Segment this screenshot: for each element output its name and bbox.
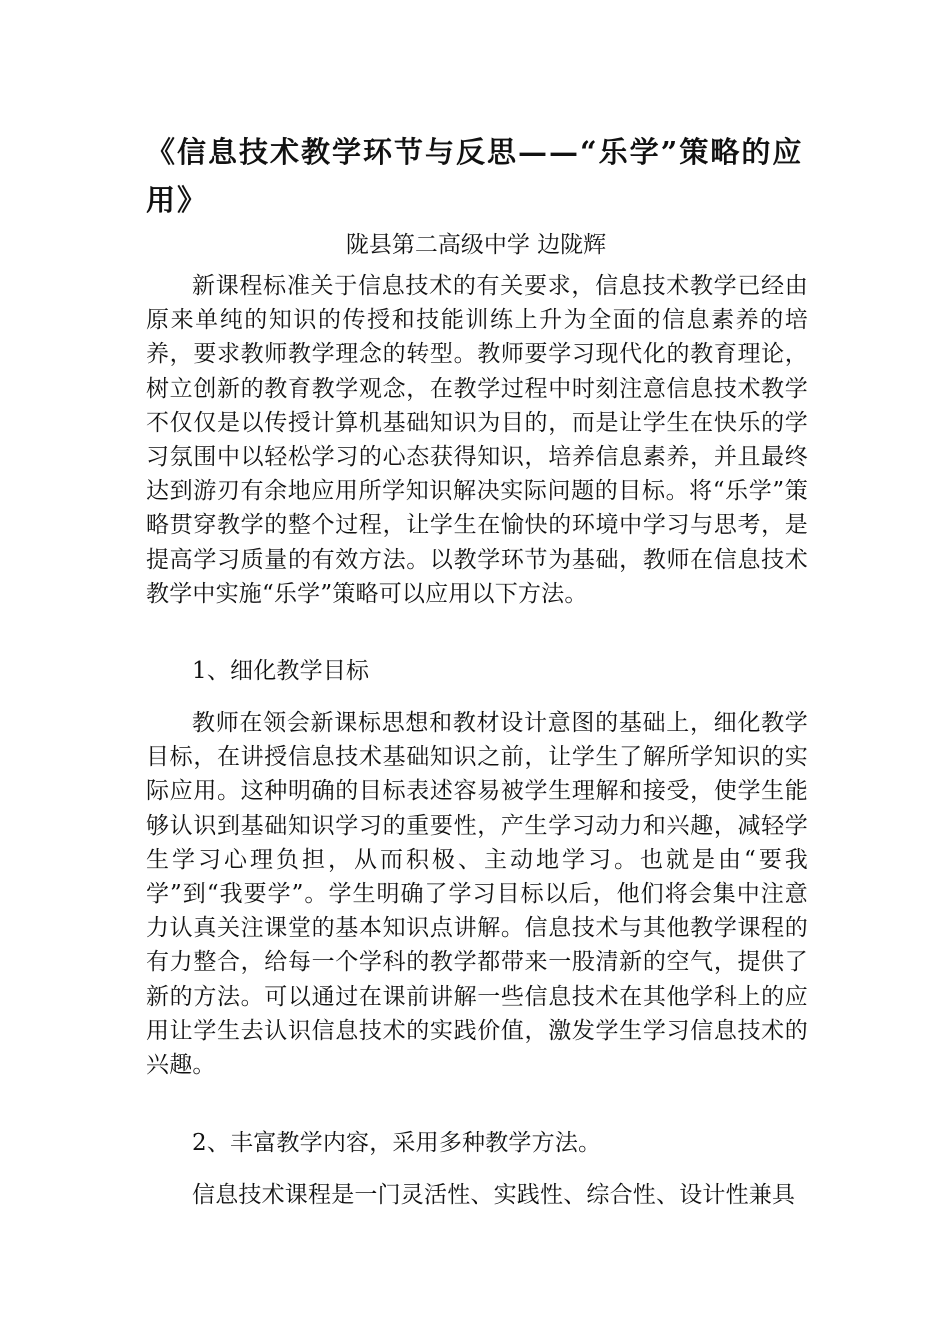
author-line: 陇县第二高级中学 边陇辉 (345, 232, 607, 258)
section-heading-1: 1、细化教学目标 (192, 658, 370, 684)
section-heading-2: 2、丰富教学内容，采用多种教学方法。 (192, 1130, 602, 1156)
section-body-2: 信息技术课程是一门灵活性、实践性、综合性、设计性兼具 (192, 1182, 796, 1208)
section-body-1: 教师在领会新课标思想和教材设计意图的基础上，细化教学目标，在讲授信息技术基础知识之前，让学生了解所学知识的实际应用。这种明确的目标表述容易被学生理解和接受，使学生能够认识到基础知识学习的重要性，产生学习动力和兴趣，减轻学生学习心理负担，从而积极、主动地学习。也就是由“要我学”到“我要学”。学生明确了学习目标以后，他们将会集中注意力认真关注课堂的基本知识点讲解。信息技术与其他教学课程的有力整合，给每一个学科的教学都带来一股清新的空气，提供了新的方法。可以通过在课前讲解一些信息技术在其他学科上的应用让学生去认识信息技术的实践价值，激发学生学习信息技术的兴趣。 (146, 710, 808, 1079)
document-title: 《信息技术教学环节与反思——“乐学”策略的应用》 (146, 135, 804, 217)
intro-paragraph: 新课程标准关于信息技术的有关要求，信息技术教学已经由原来单纯的知识的传授和技能训练上升为全面的信息素养的培养，要求教师教学理念的转型。教师要学习现代化的教育理论，树立创新的教育教学观念，在教学过程中时刻注意信息技术教学不仅仅是以传授计算机基础知识为目的，而是让学生在快乐的学习氛围中以轻松学习的心态获得知识，培养信息素养，并且最终达到游刃有余地应用所学知识解决实际问题的目标。将“乐学”策略贯穿教学的整个过程，让学生在愉快的环境中学习与思考，是提高学习质量的有效方法。以教学环节为基础，教师在信息技术教学中实施“乐学”策略可以应用以下方法。 (146, 273, 808, 607)
